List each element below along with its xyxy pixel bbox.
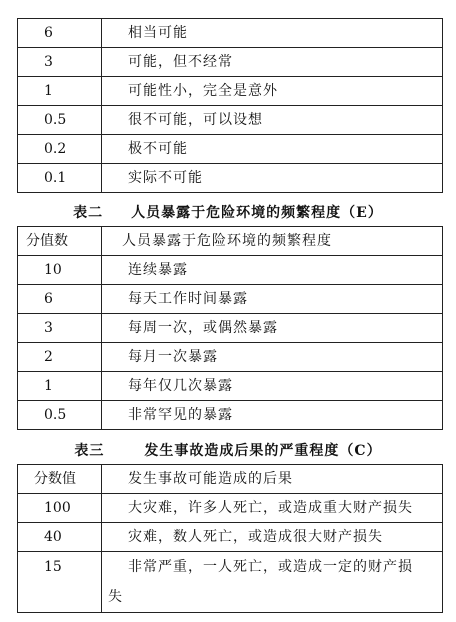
- score-cell: 0.2: [18, 135, 102, 164]
- table-row: [18, 552, 443, 613]
- score-cell: 6: [18, 285, 102, 314]
- table-row: [18, 19, 443, 48]
- table-row: [18, 494, 443, 523]
- table-caption-consequence: [0, 440, 456, 460]
- header-score-cell: 分值数: [18, 227, 102, 256]
- score-cell: 3: [18, 48, 102, 77]
- caption-number: 表三: [74, 443, 105, 459]
- description-cell: 灾难，数人死亡，或造成很大财产损失: [102, 523, 443, 552]
- score-cell: 0.5: [18, 106, 102, 135]
- score-cell: 3: [18, 314, 102, 343]
- score-cell: 10: [18, 256, 102, 285]
- table-caption-exposure: [0, 202, 456, 222]
- table-row: [18, 314, 443, 343]
- description-cell: 可能性小，完全是意外: [102, 77, 443, 106]
- table-row: [18, 256, 443, 285]
- description-line: 非常严重，一人死亡，或造成一定的财产损: [128, 559, 413, 575]
- description-cell: 很不可能，可以设想: [102, 106, 443, 135]
- consequence-table-body: [18, 465, 443, 613]
- score-cell: 0.1: [18, 164, 102, 193]
- score-cell: 0.5: [18, 401, 102, 430]
- table-row: [18, 77, 443, 106]
- table-row: [18, 164, 443, 193]
- score-cell: 40: [18, 523, 102, 552]
- description-cell: 每年仅几次暴露: [102, 372, 443, 401]
- score-cell: 15: [18, 552, 102, 613]
- caption-title: 发生事故造成后果的严重程度（C）: [144, 443, 382, 459]
- description-cell: 可能，但不经常: [102, 48, 443, 77]
- description-cell: 极不可能: [102, 135, 443, 164]
- description-cell: 实际不可能: [102, 164, 443, 193]
- table-row: [18, 285, 443, 314]
- caption-number: 表二: [73, 205, 104, 221]
- description-cell: 每天工作时间暴露: [102, 285, 443, 314]
- table-row: [18, 343, 443, 372]
- description-continuation: 失: [108, 589, 123, 605]
- table-header-row: [18, 227, 443, 256]
- table-row: [18, 135, 443, 164]
- description-cell: 连续暴露: [102, 256, 443, 285]
- table-row: [18, 106, 443, 135]
- score-cell: 2: [18, 343, 102, 372]
- table-row: [18, 523, 443, 552]
- score-cell: 100: [18, 494, 102, 523]
- likelihood-table: [17, 18, 443, 193]
- exposure-table: [17, 226, 443, 430]
- header-score-cell: 分数值: [18, 465, 102, 494]
- description-cell: 每月一次暴露: [102, 343, 443, 372]
- table-row: [18, 401, 443, 430]
- score-cell: 1: [18, 77, 102, 106]
- consequence-table: [17, 464, 443, 613]
- caption-title: 人员暴露于危险环境的频繁程度（E）: [131, 205, 383, 221]
- table-row: [18, 48, 443, 77]
- description-cell: 每周一次，或偶然暴露: [102, 314, 443, 343]
- exposure-table-body: [18, 227, 443, 430]
- description-cell: 相当可能: [102, 19, 443, 48]
- likelihood-table-body: [18, 19, 443, 193]
- header-description-cell: 人员暴露于危险环境的频繁程度: [102, 227, 443, 256]
- description-cell: 非常罕见的暴露: [102, 401, 443, 430]
- table-row: [18, 372, 443, 401]
- score-cell: 6: [18, 19, 102, 48]
- header-description-cell: 发生事故可能造成的后果: [102, 465, 443, 494]
- score-cell: 1: [18, 372, 102, 401]
- description-cell: 大灾难，许多人死亡，或造成重大财产损失: [102, 494, 443, 523]
- description-cell: [102, 552, 443, 613]
- table-header-row: [18, 465, 443, 494]
